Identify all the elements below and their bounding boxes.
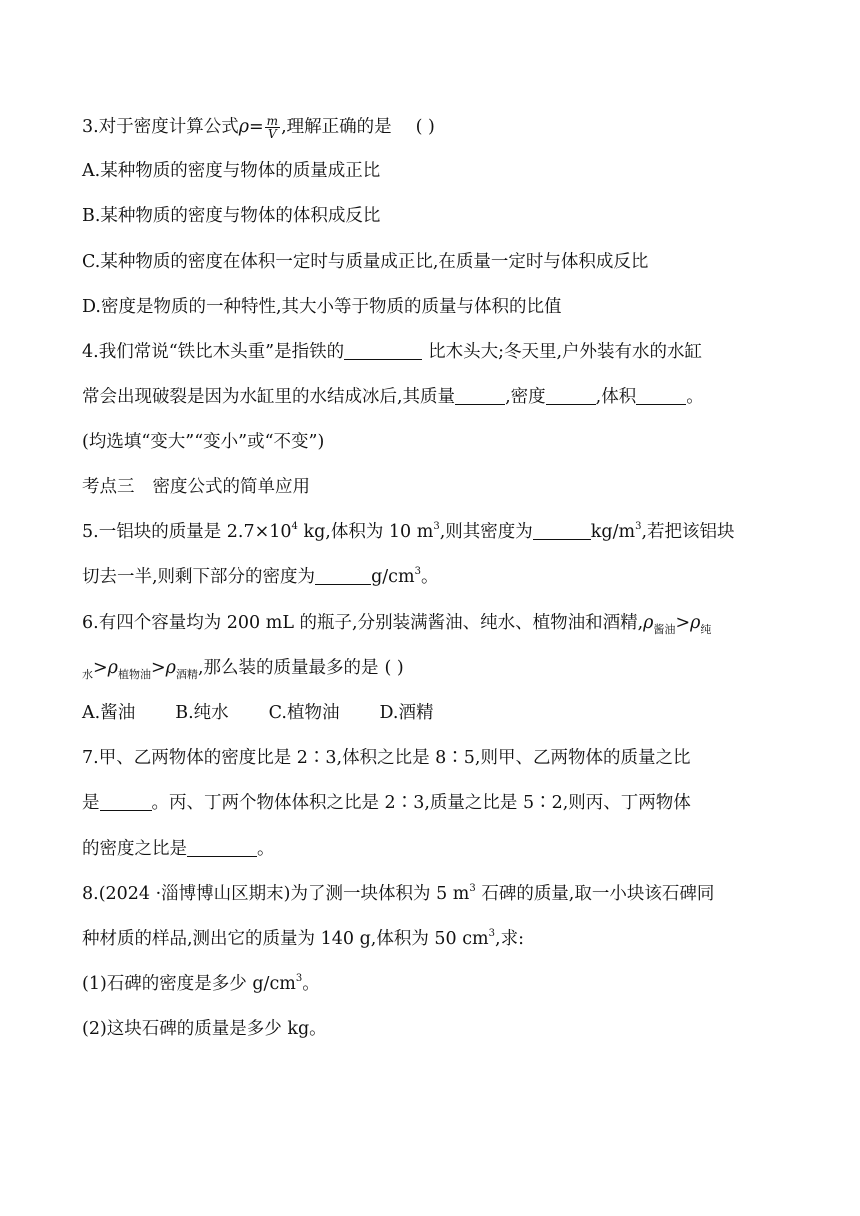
question-3-option-c: C.某种物质的密度在体积一定时与质量成正比,在质量一定时与体积成反比 bbox=[82, 252, 649, 272]
question-3-option-a: A.某种物质的密度与物体的质量成正比 bbox=[82, 161, 381, 181]
answer-paren: ( ) bbox=[415, 117, 435, 137]
question-6-option-b: B.纯水 bbox=[175, 703, 229, 723]
fill-blank[interactable] bbox=[546, 384, 596, 405]
question-5-line-2: 切去一半,则剩下部分的密度为 $g/cm^3$。 bbox=[82, 566, 439, 587]
fill-blank[interactable] bbox=[187, 836, 257, 857]
question-3-option-b: B.某种物质的密度与物体的体积成反比 bbox=[82, 206, 381, 226]
question-8-sub-2: (2)这块石碑的质量是多少 kg。 bbox=[82, 1019, 327, 1039]
section-heading: 考点三 密度公式的简单应用 bbox=[82, 477, 310, 497]
question-6-option-a: A.酱油 bbox=[82, 703, 136, 723]
question-8-line-1: 8.(2024 ·淄博博山区期末)为了测一块体积为 5 $m^3$ 石碑的质量,取一小块该石碑同 bbox=[82, 883, 715, 904]
question-7-line-3: 的密度之比是 。 bbox=[82, 834, 275, 864]
question-6-option-c: C.植物油 bbox=[268, 703, 340, 723]
question-4-line-2: 常会出现破裂是因为水缸里的水结成冰后,其质量 ,密度 ,体积 。 bbox=[82, 382, 704, 412]
fill-blank[interactable] bbox=[344, 339, 422, 360]
question-6-option-d: D.酒精 bbox=[379, 703, 434, 723]
question-6-options bbox=[82, 698, 433, 728]
answer-paren: ( ) bbox=[384, 658, 404, 678]
question-8-line-2: 种材质的样品,测出它的质量为 140 g,体积为 50 $cm^3$,求: bbox=[82, 928, 524, 949]
question-4-line-1: 4.我们常说“铁比木头重”是指铁的 比木头大;冬天里,户外装有水的水缸 bbox=[82, 337, 702, 367]
question-8-sub-1: (1)石碑的密度是多少 $g/cm^3$。 bbox=[82, 973, 320, 994]
fill-blank[interactable] bbox=[533, 519, 591, 540]
question-7-line-2: 是 。丙、丁两个物体体积之比是 2∶3,质量之比是 5∶2,则丙、丁两物体 bbox=[82, 788, 691, 818]
fill-blank[interactable] bbox=[636, 384, 686, 405]
density-fraction: $\frac{m}{V}$ bbox=[266, 114, 279, 141]
question-4-note: (均选填“变大”“变小”或“不变”) bbox=[82, 432, 325, 452]
question-3-stem: 3.对于密度计算公式ρ= $\frac{m}{V}$ ,理解正确的是 ( ) bbox=[82, 114, 435, 141]
question-6-line-2: $_水>\rho_{植物油}>\rho_{酒精}$,那么装的质量最多的是 ( ) bbox=[82, 658, 404, 681]
question-7-line-1: 7.甲、乙两物体的密度比是 2∶3,体积之比是 8∶5,则甲、乙两物体的质量之比 bbox=[82, 748, 691, 768]
fill-blank[interactable] bbox=[100, 790, 152, 811]
question-3-option-d: D.密度是物质的一种特性,其大小等于物质的质量与体积的比值 bbox=[82, 297, 562, 317]
question-5-line-1: 5.一铝块的质量是 $2.7\times 10^4$ kg,体积为 10 $m^3$,则其密度为 $kg/m^3$,若把该铝块 bbox=[82, 521, 735, 542]
fill-blank[interactable] bbox=[315, 564, 371, 585]
rho-symbol: ρ bbox=[238, 117, 249, 137]
fill-blank[interactable] bbox=[455, 384, 505, 405]
question-6-line-1: 6.有四个容量均为 200 mL 的瓶子,分别装满酱油、纯水、植物油和酒精$,\rho_{酱油}>\rho_纯$ bbox=[82, 613, 712, 636]
